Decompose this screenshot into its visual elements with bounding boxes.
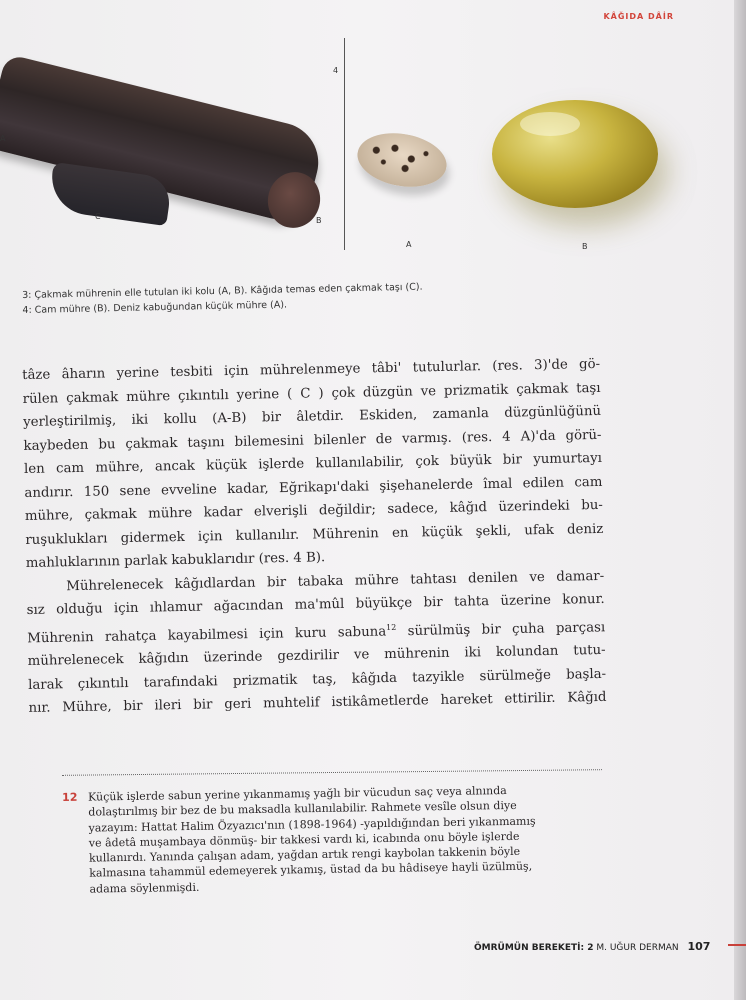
footnote-text [88, 781, 624, 896]
footnote-reference: 12 [385, 622, 397, 632]
footnote-separator [62, 769, 602, 776]
figure-label-b-right: B [582, 242, 588, 251]
footnote-line: kullanırdı. Yanında çalışan adam, yağdan artık rengi kaybolan takkenin böyle [88, 844, 521, 865]
footnote-line: kalmasına tahammül edemeyerek yıkamış, üstad da bu hâdiseye hayli üzülmüş, [89, 860, 533, 881]
shell-burnisher-image [353, 127, 451, 194]
body-line: mahluklarının parlak kabuklarıdır (res. 4 B). [25, 550, 326, 571]
page-number: 107 [687, 940, 711, 953]
figure-number: 4 [333, 66, 339, 75]
figure-label-a-right: A [406, 240, 412, 249]
page-marker [728, 944, 746, 946]
page-footer [474, 940, 710, 953]
figure-caption [22, 277, 543, 318]
footnote-line: yazayım: Hattat Halim Özyazıcı'nın (1898-1964) -yapıldığından beri yıkanmamış [88, 814, 536, 835]
body-line: andırır. 150 sene evveline kadar, Eğrikapı'daki şişehanelerde îmal edilen cam [24, 474, 603, 501]
body-line: sız olduğu için ıhlamur ağacından ma'mûl büyükçe bir tahta üzerine konur. [26, 591, 605, 618]
glass-burnisher-image [492, 100, 658, 208]
footnote-line: Küçük işlerde sabun yerine yıkanmamış yağlı bir vücudun saç veya alnında [88, 784, 507, 804]
body-line: Mührelenecek kâğıdlardan bir tabaka mühre tahtası denilen ve damar- [66, 568, 605, 594]
footnote-line: adama söylenmişdi. [89, 880, 200, 896]
author-name: M. UĞUR DERMAN [596, 943, 679, 953]
footnote [62, 781, 624, 897]
running-head: KÂĞIDA DÂİR [603, 12, 674, 21]
figure-label-b-left: B [316, 216, 322, 225]
body-line: nır. Mühre, bir ileri bir geri muhtelif istikâmetlerde hareket ettirilir. Kâğıd [28, 690, 607, 717]
figure-label-a-left: A [0, 134, 6, 143]
body-line: mühre, çakmak mühre kadar elverişli değildir; sadece, kâğıd üzerindeki bu- [24, 497, 603, 524]
body-line: larak çıkıntılı tarafındaki prizmatik taş, kâğıda tazyikle sürülmeğe başla- [28, 666, 607, 693]
body-line: yerleştirilmiş, iki kollu (A-B) bir âletdir. Eskiden, zamanla düzgünlüğünü [22, 403, 602, 430]
body-line: rülen çakmak mühre çıkıntılı yerine ( C ) çok düzgün ve prizmatik çakmak taşı [22, 380, 601, 407]
glass-highlight [520, 112, 580, 136]
footnote-line: dolaştırılmış bir bez de bu maksadla kullanılabilir. Rahmete vesîle olsun diye [88, 799, 517, 819]
body-line: len cam mühre, ancak küçük işlerde kullanılabilir, çok büyük bir yumurtayı [23, 450, 603, 477]
body-line: mührelenecek kâğıdın üzerinde gezdirilir ve mührenin iki kolundan tutu- [27, 643, 606, 670]
footnote-line: ve âdetâ muşambaya dönmüş- bir takkesi vardı ki, icabında onu böyle işlerde [88, 829, 520, 850]
figure-label-c: C [95, 212, 101, 221]
body-line: ruşuklukları gidermek için kullanılır. Mührenin en küçük şekli, ufak deniz [25, 521, 604, 548]
book-title: ÖMRÜMÜN BEREKETİ: 2 [474, 943, 594, 953]
figure-divider [344, 38, 345, 250]
footnote-number: 12 [62, 790, 78, 804]
caption-line-2: 4: Cam mühre (B). Deniz kabuğundan küçük mühre (A). [22, 299, 288, 316]
body-line: kaybeden bu çakmak taşını bilemesini bilenler de varmış. (res. 4 A)'da görü- [23, 427, 602, 454]
page-edge [734, 0, 746, 1000]
caption-line-1: 3: Çakmak mührenin elle tutulan iki kolu (A, B). Kâğıda temas eden çakmak taşı (C). [22, 281, 423, 301]
body-line-part: Mührenin rahatça kayabilmesi için kuru sabuna [27, 623, 387, 646]
body-text [22, 353, 607, 721]
body-line-part: sürülmüş bir çuha parçası [407, 619, 606, 639]
body-line: tâze âharın yerine tesbiti için mührelenmeye tâbi' tutulurlar. (res. 3)'de gö- [22, 356, 601, 383]
